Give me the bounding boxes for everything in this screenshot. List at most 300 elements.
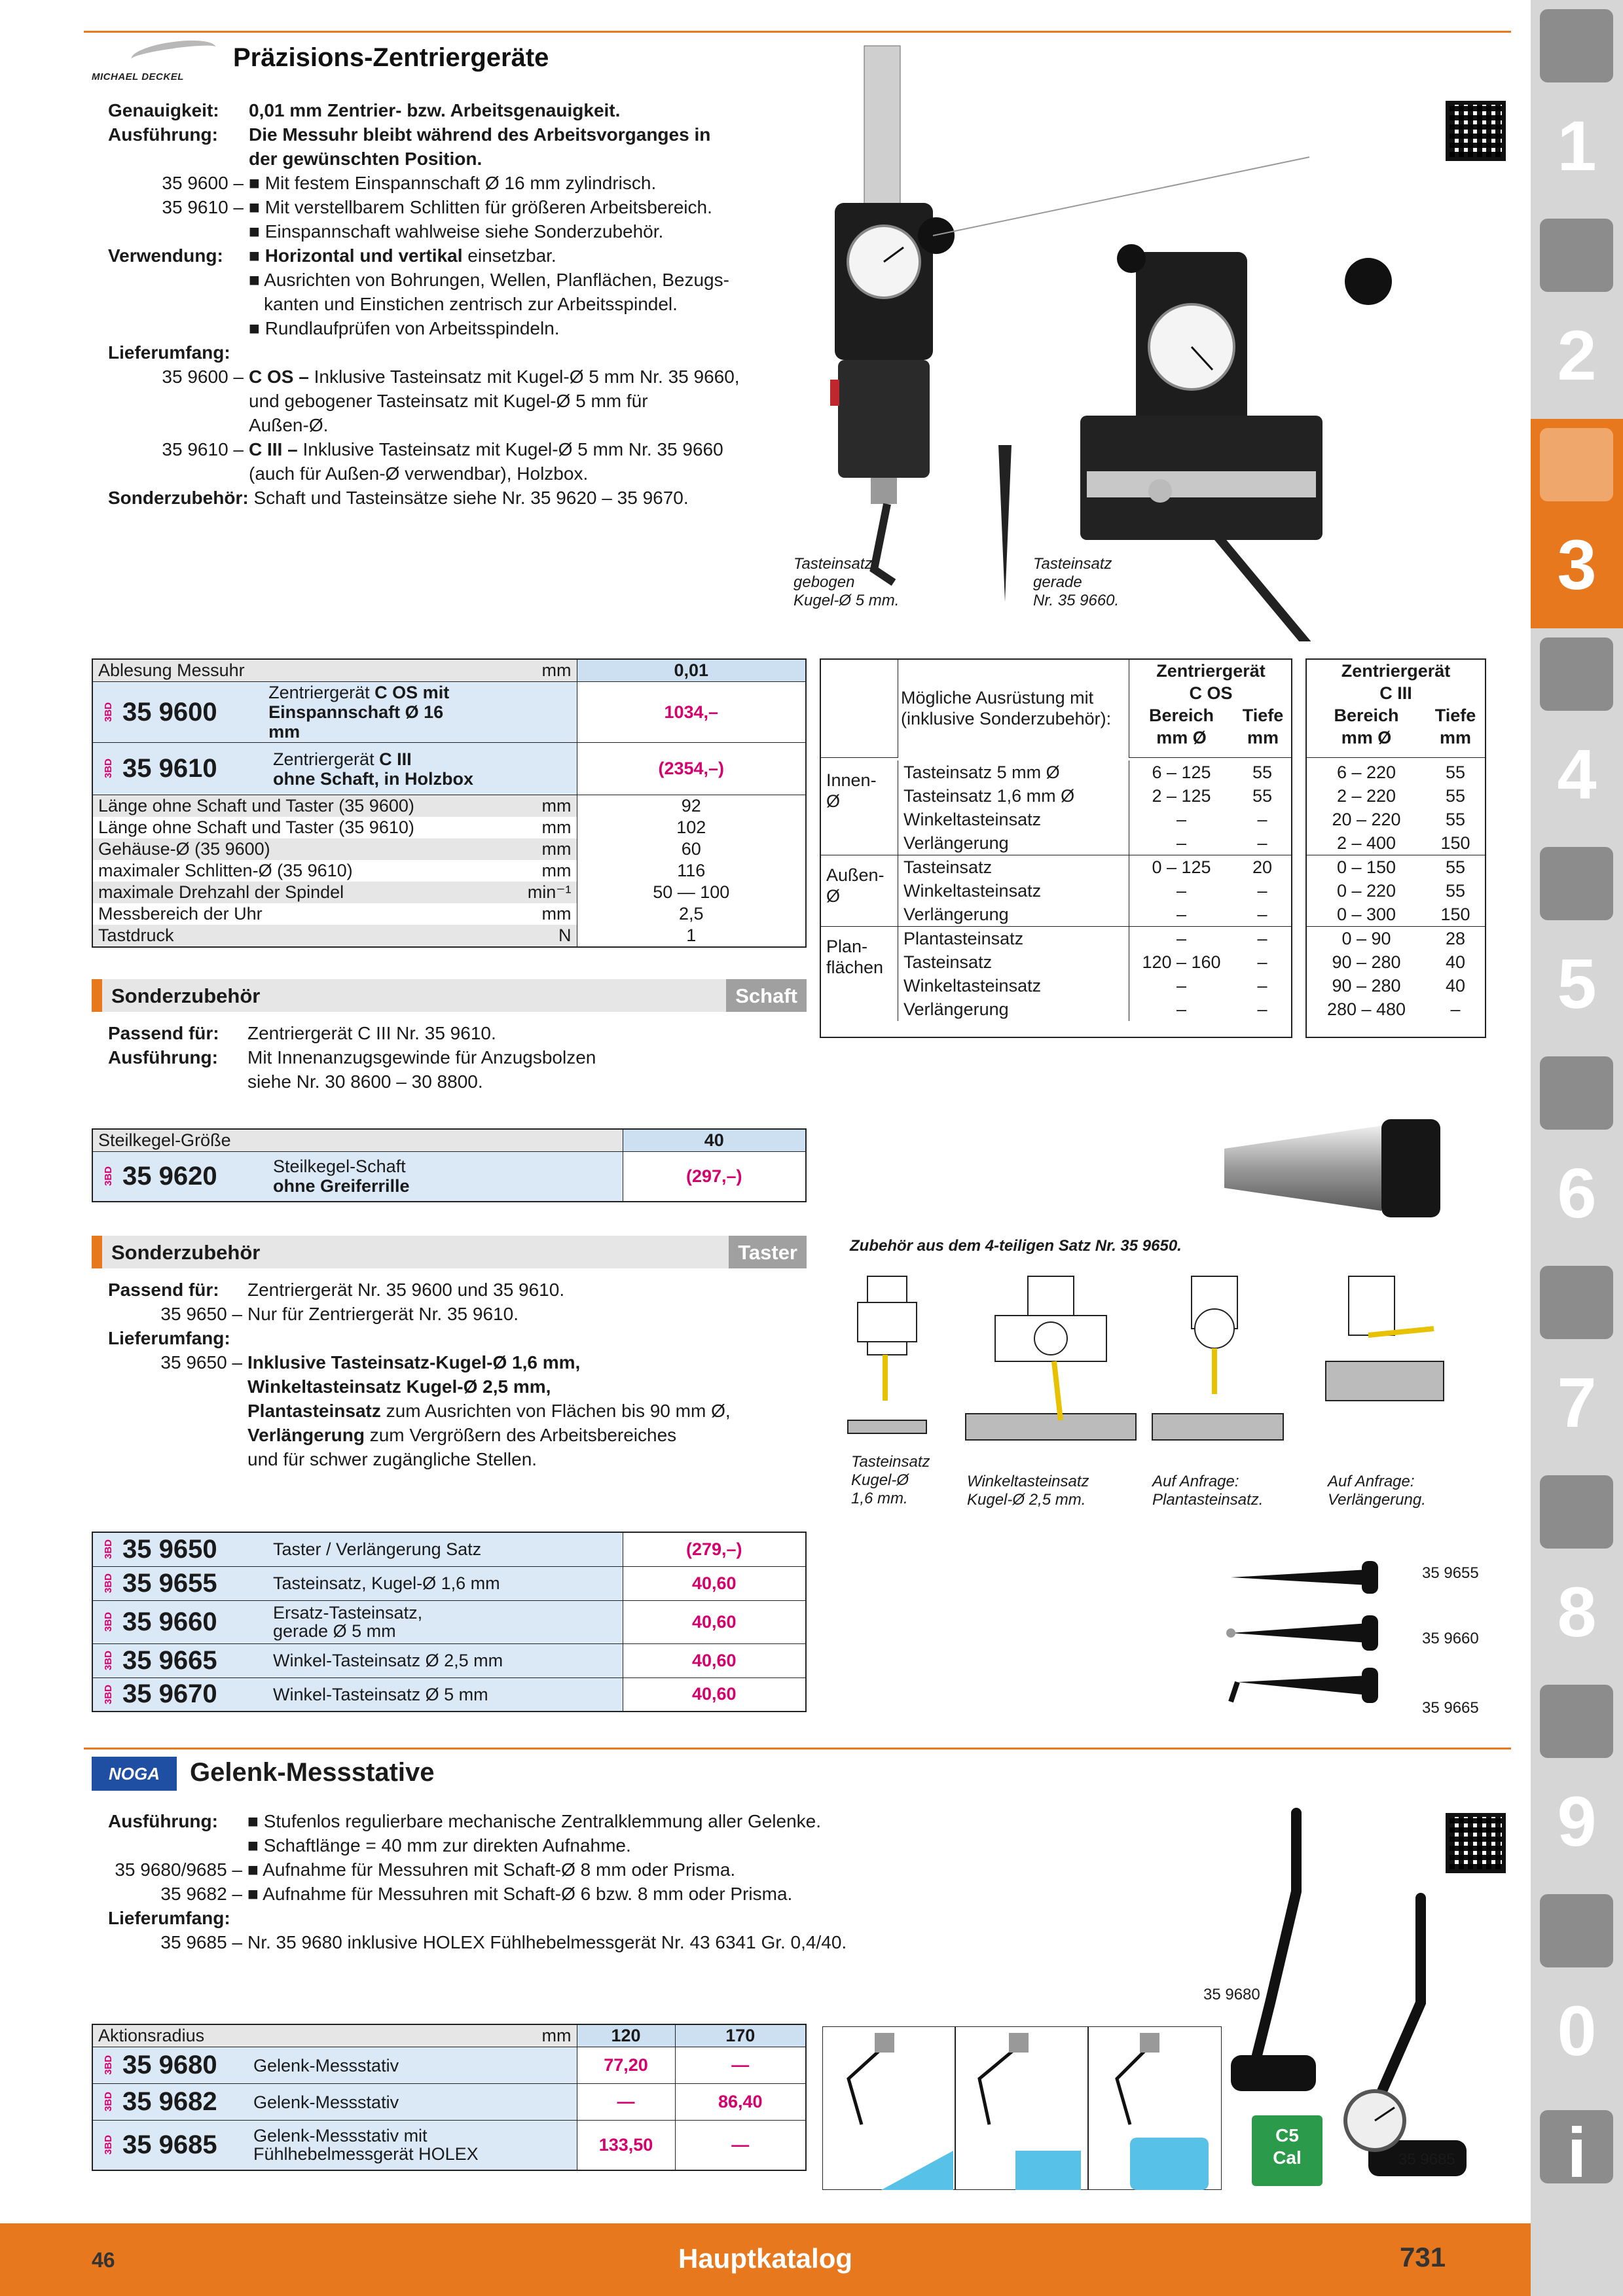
cap-b: Kugel-Ø 2,5 mm. [967, 1491, 1086, 1509]
product-desc [273, 1651, 503, 1670]
ciii-bereich-value: 2 – 400 [1336, 833, 1396, 853]
l2-text: Inklusive Tasteinsatz mit Kugel-Ø 5 mm Nr. 35 9660 [297, 439, 723, 459]
section-bar-schaft [92, 979, 807, 1012]
price: 1034,– [577, 682, 806, 743]
logo-swoosh [130, 36, 217, 70]
a3: ■ Aufnahme für Messuhren mit Schaft-Ø 8 mm oder Prisma. [247, 1859, 736, 1880]
probe-label-359655: 35 9655 [1422, 1564, 1479, 1582]
c5-text: C5 [1275, 2125, 1299, 2145]
spec-value: 2,5 [577, 903, 806, 925]
l1-text: Inklusive Tasteinsatz mit Kugel-Ø 5 mm Nr. 35 9660, [308, 367, 740, 387]
catalog-name: Hauptkatalog [678, 2243, 853, 2274]
ciii-row [1307, 855, 1485, 879]
equip-row [898, 855, 1291, 879]
price-120: 133,50 [577, 2121, 675, 2170]
ciii-bereich-value: 0 – 90 [1341, 929, 1391, 948]
equip-group [821, 855, 1291, 926]
badge-3bd: 3BD [103, 2092, 114, 2112]
l1: Inklusive Tasteinsatz-Kugel-Ø 1,6 mm, [247, 1352, 581, 1372]
a2-num: 35 9610 – [162, 197, 244, 217]
c5-cal-badge [1252, 2115, 1322, 2186]
insert-icon [1540, 219, 1613, 292]
cos-bereich-value: – [1129, 808, 1233, 831]
cos-bereich-value: 120 – 160 [1129, 950, 1233, 974]
spec-unit: N [479, 925, 577, 947]
bent-probe-caption [793, 555, 899, 610]
intro-text [108, 98, 782, 510]
ciii-mm: mm [1439, 728, 1471, 747]
ciii-row [1307, 997, 1485, 1021]
chapter-tab-4[interactable] [1531, 628, 1623, 838]
chapter-number: 5 [1557, 944, 1597, 1023]
cap-a: Winkeltasteinsatz [967, 1473, 1089, 1490]
article-number: 35 9620 [122, 1161, 217, 1191]
badge-3bd: 3BD [103, 1166, 114, 1187]
ciii-tiefe-value: 55 [1445, 857, 1466, 877]
equip-row [898, 950, 1291, 974]
product-wrap [98, 1645, 617, 1675]
passend-label: Passend für: [108, 1280, 219, 1300]
noga-table [92, 2024, 807, 2171]
product-cell [92, 2047, 577, 2084]
qr-code-1 [1446, 101, 1506, 161]
spec-label: Länge ohne Schaft und Taster (35 9610) [92, 817, 479, 838]
chapter-tab-3[interactable] [1531, 419, 1623, 628]
img-label-359680: 35 9680 [1203, 1986, 1260, 2003]
cap-b: Plantasteinsatz. [1152, 1491, 1264, 1509]
product-cell [92, 1677, 623, 1712]
product-cell [92, 743, 479, 795]
a3-text: ■ Einspannschaft wahlweise siehe Sonderzubehör. [249, 221, 664, 242]
passend-text: Zentriergerät C III Nr. 35 9610. [247, 1023, 496, 1043]
ciii-tiefe-value: 150 [1440, 833, 1470, 853]
product-row[interactable] [92, 2047, 806, 2084]
noga-col2: 170 [675, 2024, 806, 2047]
cos-bereich-value: – [1129, 903, 1233, 926]
cos-tiefe-value: – [1257, 810, 1267, 829]
chapter-tab-1[interactable] [1531, 0, 1623, 209]
chapter-number: 6 [1557, 1153, 1597, 1232]
spec-table [92, 658, 807, 948]
section-title: Sonderzubehör [111, 984, 261, 1007]
chapter-number: 3 [1557, 525, 1597, 604]
badge-3bd: 3BD [103, 2135, 114, 2155]
v1-rest: einsetzbar. [462, 245, 556, 266]
equip-row [898, 761, 1291, 784]
chapter-tab-0[interactable] [1531, 1885, 1623, 2094]
page-title: Präzisions-Zentriergeräte [233, 43, 549, 72]
price: (297,–) [623, 1152, 806, 1202]
spec-head-label: Ablesung Messuhr [92, 659, 479, 682]
noga-text [108, 1809, 1391, 1954]
equip-intro-1: Mögliche Ausrüstung mit [901, 688, 1094, 708]
a2: ■ Schaftlänge = 40 mm zur direkten Aufnahme. [247, 1835, 631, 1856]
chapter-number: 2 [1557, 315, 1597, 395]
spec-unit: mm [479, 795, 577, 817]
ausfuehrung-label: Ausführung: [108, 124, 218, 145]
chapter-tab-9[interactable] [1531, 1676, 1623, 1885]
spec-value: 102 [577, 817, 806, 838]
liefer-label: Lieferumfang: [108, 1908, 230, 1928]
ciii-bereich-value: 0 – 300 [1336, 905, 1396, 924]
product-row-359610[interactable] [92, 743, 806, 795]
product-wrap [98, 2126, 572, 2163]
l4-bold: Verlängerung [247, 1425, 365, 1445]
cap-a: Auf Anfrage: [1152, 1473, 1239, 1490]
chapter-tab-5[interactable] [1531, 838, 1623, 1047]
cabinet-icon [1540, 1685, 1613, 1758]
group-label-2: flächen [826, 958, 884, 977]
article-number: 35 9660 [122, 1607, 217, 1636]
spec-unit: mm [541, 817, 572, 837]
product-wrap [98, 1568, 617, 1598]
desc2: ohne Greiferrille [273, 1176, 410, 1196]
cos-bereich-value: – [1129, 974, 1233, 997]
chapter-number: 9 [1557, 1782, 1597, 1861]
spec-label: Länge ohne Schaft und Taster (35 9600) [92, 795, 479, 817]
ausfuehrung-text2: der gewünschten Position. [249, 149, 483, 169]
section-tag: Schaft [726, 979, 807, 1012]
ciii-row [1307, 950, 1485, 974]
equip-rows [898, 855, 1291, 926]
p2-num: 35 9650 – [160, 1304, 242, 1324]
cos-mm-o: mm Ø [1156, 728, 1207, 747]
cos-tiefe-value: – [1257, 929, 1267, 948]
michael-deckel-logo [92, 39, 220, 82]
cos-tiefe-value: – [1257, 999, 1267, 1019]
spec-label: Gehäuse-Ø (35 9600) [92, 838, 479, 860]
equip-item: Verlängerung [903, 999, 1009, 1019]
bent-caption-2: gebogen [793, 573, 855, 591]
schaft-head-row [92, 1129, 806, 1152]
desc1: Tasteinsatz, Kugel-Ø 1,6 mm [273, 1573, 500, 1593]
ciii-row [1307, 903, 1485, 926]
product-row[interactable] [92, 2121, 806, 2170]
ciii-head [1307, 660, 1485, 758]
ciii-row [1307, 927, 1485, 950]
bent-caption-1: Tasteinsatz [793, 555, 873, 573]
product-cell [92, 1643, 623, 1677]
chapter-number: 4 [1557, 734, 1597, 814]
desc1: Zentriergerät [268, 683, 375, 702]
product-row[interactable] [92, 1677, 806, 1712]
product-wrap [98, 2051, 572, 2079]
chapter-number: 7 [1557, 1363, 1597, 1442]
genauigkeit-label: Genauigkeit: [108, 100, 219, 120]
cos-bereich-value: – [1129, 927, 1233, 950]
product-row[interactable] [92, 1643, 806, 1677]
price: (279,–) [623, 1532, 806, 1566]
ciii-row [1307, 831, 1485, 855]
article-number: 35 9610 [122, 754, 217, 783]
equip-row [898, 879, 1291, 903]
equip-rows [898, 761, 1291, 855]
badge-3bd: 3BD [103, 2055, 114, 2075]
product-cell [92, 2084, 577, 2121]
product-row[interactable] [92, 1532, 806, 1566]
price: (2354,–) [577, 743, 806, 795]
ciii-tiefe-value: 55 [1445, 881, 1466, 901]
equip-group [821, 926, 1291, 1021]
equip-group [821, 761, 1291, 855]
pliers-icon [1540, 1266, 1613, 1339]
spec-label: Messbereich der Uhr [92, 903, 479, 925]
img-label-359685: 35 9685 [1398, 2151, 1455, 2168]
probe-usage-diagrams [845, 1263, 1447, 1453]
badge-3bd: 3BD [103, 702, 114, 722]
section-tag: Taster [729, 1236, 807, 1268]
ausf-label: Ausführung: [108, 1811, 218, 1831]
brand-text: MICHAEL DECKEL [92, 71, 184, 82]
cos-tiefe-value: – [1257, 833, 1267, 853]
ciii-tiefe-value: 28 [1445, 929, 1466, 948]
price-170: 86,40 [675, 2084, 806, 2121]
price: 40,60 [623, 1566, 806, 1600]
equip-row [898, 784, 1291, 808]
l-num: 35 9650 – [160, 1352, 242, 1372]
spec-row [92, 838, 806, 860]
spec-unit: mm [541, 839, 572, 859]
price: 40,60 [623, 1677, 806, 1712]
chapter-tab-6[interactable] [1531, 1047, 1623, 1257]
equip-row [898, 974, 1291, 997]
spec-value: 50 — 100 [577, 882, 806, 903]
spec-head-value: 0,01 [577, 659, 806, 682]
article-number: 35 9655 [122, 1568, 217, 1598]
section-bar-taster [92, 1236, 807, 1268]
badge-3bd: 3BD [103, 1684, 114, 1704]
cos-tiefe-value: – [1257, 952, 1267, 972]
spec-head-unit: mm [479, 659, 577, 682]
a4: ■ Aufnahme für Messuhren mit Schaft-Ø 6 bzw. 8 mm oder Prisma. [247, 1884, 793, 1904]
cos-bereich-value: – [1129, 879, 1233, 903]
chapter-tab-2[interactable] [1531, 209, 1623, 419]
ciii-bereich-value: 280 – 480 [1326, 999, 1406, 1019]
taster-text [108, 1278, 802, 1471]
cos-bereich: Bereich [1148, 706, 1214, 725]
ciii-row [1307, 784, 1485, 808]
price: 40,60 [623, 1643, 806, 1677]
noga-head: Aktionsradius [92, 2024, 479, 2047]
equip-row [898, 831, 1291, 855]
l4-rest: zum Vergrößern des Arbeitsbereiches [364, 1425, 677, 1445]
cos-bereich-value: 6 – 125 [1129, 761, 1233, 784]
l2: Winkeltasteinsatz Kugel-Ø 2,5 mm, [247, 1376, 551, 1397]
equip-group-label [821, 761, 898, 855]
cos-rows [821, 761, 1291, 1021]
schaft-text [108, 1021, 802, 1094]
cos-bereich-value: – [1129, 997, 1233, 1021]
product-wrap [98, 2087, 572, 2116]
diagram-caption-1 [851, 1453, 930, 1508]
cos-tiefe: Tiefe [1242, 706, 1284, 725]
a3-num: 35 9680/9685 – [115, 1859, 242, 1880]
bent-caption-3: Kugel-Ø 5 mm. [793, 592, 900, 609]
a2-text: ■ Mit verstellbarem Schlitten für größeren Arbeitsbereich. [249, 197, 712, 217]
price: 40,60 [623, 1600, 806, 1643]
liefer-label: Lieferumfang: [108, 342, 230, 363]
desc2: Fühlhebelmessgerät HOLEX [253, 2144, 479, 2164]
cap-c: 1,6 mm. [851, 1490, 908, 1507]
ciii-bereich-value: 2 – 220 [1336, 786, 1396, 806]
spec-value: 116 [577, 860, 806, 882]
section-marker [92, 1236, 102, 1268]
a1: ■ Stufenlos regulierbare mechanische Zentralklemmung aller Gelenke. [247, 1811, 822, 1831]
chapter-tab-7[interactable] [1531, 1257, 1623, 1466]
equip-table-ciii [1305, 658, 1486, 1038]
cos-bereich-value: 2 – 125 [1129, 784, 1233, 808]
desc1: Winkel-Tasteinsatz Ø 5 mm [273, 1684, 488, 1704]
l3-rest: zum Ausrichten von Flächen bis 90 mm Ø, [380, 1401, 731, 1421]
chapter-tab-i[interactable] [1531, 2094, 1623, 2223]
product-cell [92, 2121, 577, 2170]
ciii-tiefe-value: 55 [1445, 810, 1466, 829]
ciii-bereich-value: 0 – 150 [1336, 857, 1396, 877]
ausfuehrung-text1: Die Messuhr bleibt während des Arbeitsvorganges in [249, 124, 711, 145]
noga-col1: 120 [577, 2024, 675, 2047]
ciii-group [1307, 926, 1485, 1021]
ciii-tiefe-value: 40 [1445, 952, 1466, 972]
spec-unit: mm [541, 904, 572, 924]
l1-bold: C OS – [249, 367, 309, 387]
wrench-icon [1540, 1056, 1613, 1130]
equip-item: Plantasteinsatz [903, 929, 1024, 948]
schaft-head: Steilkegel-Größe [92, 1129, 623, 1152]
group-label-1: Plan- [826, 937, 868, 956]
badge-3bd: 3BD [103, 1539, 114, 1560]
equip-rows [898, 927, 1291, 1021]
product-wrap [98, 1604, 617, 1640]
taster-table [92, 1532, 807, 1712]
ciii-mm-o: mm Ø [1341, 728, 1392, 747]
product-cell [92, 682, 479, 743]
spec-value: 60 [577, 838, 806, 860]
ciii-bereich-value: 20 – 220 [1332, 810, 1401, 829]
ciii-tiefe-value: – [1450, 999, 1461, 1019]
spec-label: Tastdruck [92, 925, 479, 947]
cos-title-1: Zentriergerät [1156, 661, 1266, 681]
l1-text2: und gebogener Tasteinsatz mit Kugel-Ø 5 mm für [249, 391, 648, 411]
cos-head [1129, 660, 1292, 758]
v1-bold: ■ Horizontal und vertikal [249, 245, 463, 266]
passend-label: Passend für: [108, 1023, 219, 1043]
diagram-caption-2 [967, 1473, 1089, 1509]
article-number: 35 9650 [122, 1534, 217, 1564]
spec-row [92, 860, 806, 882]
ciii-bereich-value: 90 – 280 [1332, 952, 1401, 972]
sonder-label: Sonderzubehör: [108, 488, 249, 508]
ciii-bereich-value: 90 – 280 [1332, 976, 1401, 996]
l1-num: 35 9600 – [162, 367, 244, 387]
sonder-text: Schaft und Tasteinsätze siehe Nr. 35 9620 – 35 9670. [248, 488, 689, 508]
straight-caption-2: gerade [1033, 573, 1082, 591]
article-number: 35 9682 [122, 2087, 217, 2116]
product-row[interactable] [92, 2084, 806, 2121]
article-number: 35 9665 [122, 1645, 217, 1675]
spec-label: maximale Drehzahl der Spindel [92, 882, 479, 903]
article-number: 35 9680 [122, 2051, 217, 2079]
l2-text2: (auch für Außen-Ø verwendbar), Holzbox. [249, 463, 589, 484]
equip-item: Tasteinsatz [903, 857, 993, 877]
product-cell [92, 1532, 623, 1566]
section-marker [92, 979, 102, 1012]
l-text: Nr. 35 9680 inklusive HOLEX Fühlhebelmessgerät Nr. 43 6341 Gr. 0,4/40. [247, 1932, 847, 1952]
verwendung-label: Verwendung: [108, 245, 223, 266]
spec-value: 92 [577, 795, 806, 817]
equip-item: Winkeltasteinsatz [903, 976, 1042, 996]
chapter-number: i [1567, 2113, 1587, 2192]
ciii-title-2: C III [1379, 683, 1412, 703]
a1-text: ■ Mit festem Einspannschaft Ø 16 mm zylindrisch. [249, 173, 657, 193]
cos-tiefe-value: 55 [1252, 762, 1273, 782]
product-row-359620[interactable] [92, 1152, 806, 1202]
spec-unit: min⁻¹ [527, 882, 572, 902]
cos-tiefe-value: – [1257, 905, 1267, 924]
desc1: Gelenk-Messstativ [253, 2092, 399, 2112]
price-120: 77,20 [577, 2047, 675, 2084]
chapter-number: 1 [1557, 106, 1597, 185]
equip-intro-2: (inklusive Sonderzubehör): [901, 709, 1112, 728]
group-label-1: Außen- [826, 865, 884, 885]
cal-text: Cal [1273, 2147, 1302, 2168]
desc1: Ersatz-Tasteinsatz, [273, 1603, 423, 1623]
product-row[interactable] [92, 1600, 806, 1643]
desc1: Gelenk-Messstativ [253, 2055, 399, 2075]
centering-device-photo [773, 39, 1401, 641]
p2-text: Nur für Zentriergerät Nr. 35 9610. [247, 1304, 519, 1324]
cos-tiefe-value: – [1257, 976, 1267, 996]
liefer-label: Lieferumfang: [108, 1328, 230, 1348]
desc1: Gelenk-Messstativ mit [253, 2126, 428, 2146]
chapter-number: 8 [1557, 1572, 1597, 1651]
ciii-bereich: Bereich [1334, 706, 1399, 725]
spec-row [92, 817, 806, 838]
product-desc [253, 2126, 479, 2163]
probe-inserts-photo [1224, 1545, 1421, 1734]
article-number: 35 9670 [122, 1679, 217, 1709]
noga-head-row [92, 2024, 806, 2047]
v4-text: ■ Rundlaufprüfen von Arbeitsspindeln. [249, 318, 560, 338]
equip-item: Winkeltasteinsatz [903, 810, 1042, 829]
stand-usage-diagrams [822, 2026, 1222, 2190]
product-cell [92, 1152, 623, 1202]
chapter-tab-8[interactable] [1531, 1466, 1623, 1676]
diagram-caption-4 [1328, 1473, 1426, 1509]
desc2: ohne Schaft, in Holzbox [273, 768, 474, 789]
v3-text: kanten und Einstichen zentrisch zur Arbeitsspindel. [264, 294, 678, 314]
ciii-tiefe-value: 150 [1440, 905, 1470, 924]
ciii-row [1307, 974, 1485, 997]
spec-row [92, 903, 806, 925]
equip-group-label [821, 855, 898, 926]
product-row[interactable] [92, 1566, 806, 1600]
spec-row [92, 882, 806, 903]
product-wrap [98, 1534, 617, 1564]
ausf-text2: siehe Nr. 30 8600 – 30 8800. [247, 1071, 483, 1092]
product-desc [273, 1685, 488, 1704]
product-row-359600[interactable] [92, 682, 806, 743]
grinder-icon [1540, 1894, 1613, 1967]
ciii-tiefe: Tiefe [1434, 706, 1476, 725]
section-title: Sonderzubehör [111, 1241, 261, 1264]
cos-mm: mm [1247, 728, 1279, 747]
cap-b: Verlängerung. [1328, 1491, 1426, 1509]
probe-label-359660: 35 9660 [1422, 1630, 1479, 1647]
page-number-left: 46 [92, 2248, 115, 2272]
ausf-text1: Mit Innenanzugsgewinde für Anzugsbolzen [247, 1047, 596, 1067]
ciii-row [1307, 879, 1485, 903]
ciii-rows [1307, 761, 1485, 1021]
